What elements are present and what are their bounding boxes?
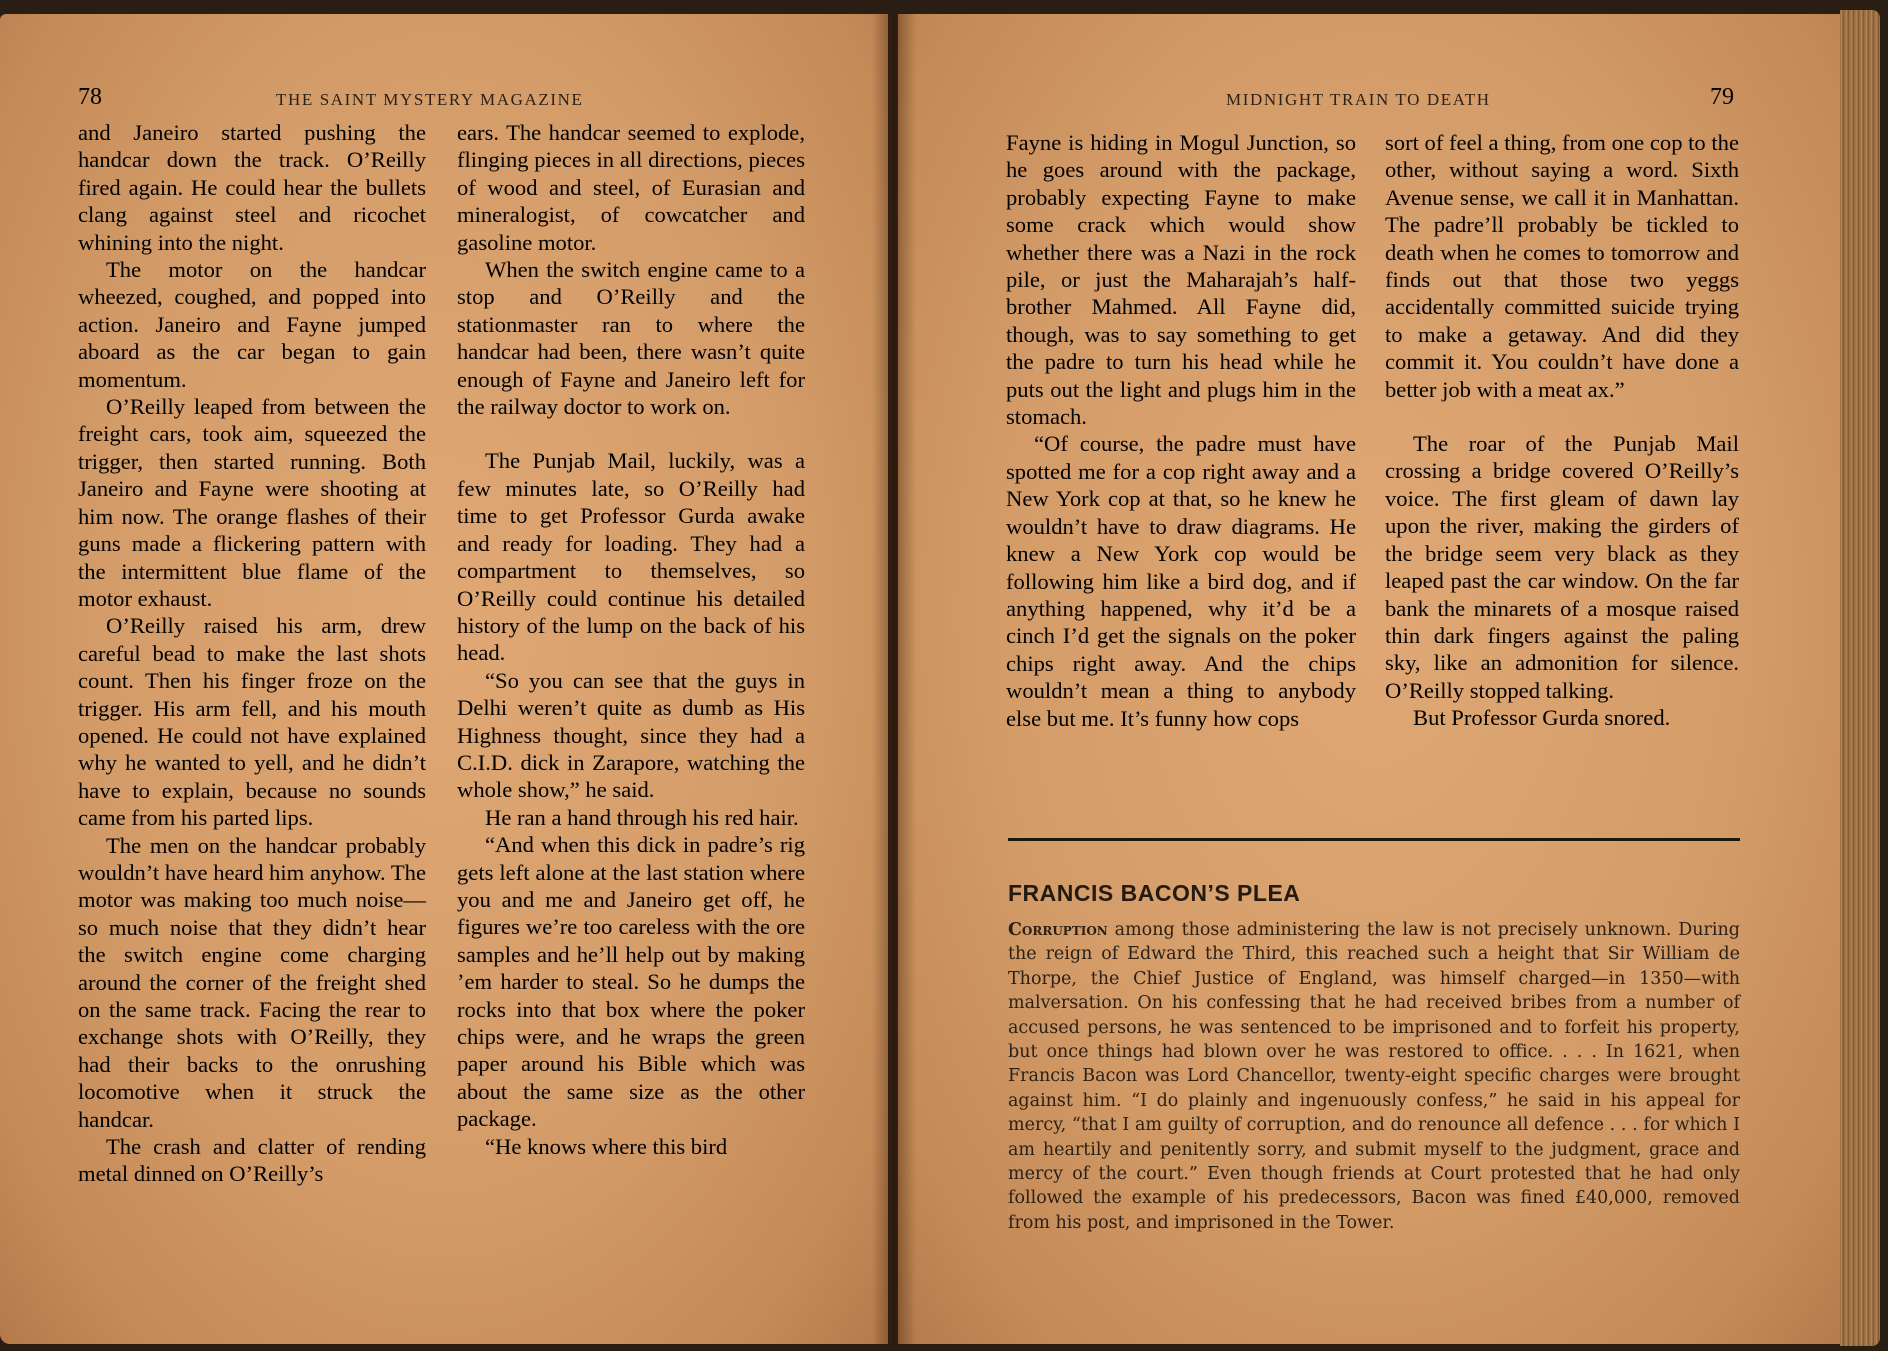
- sidebar-title: FRANCIS BACON’S PLEA: [1008, 880, 1301, 906]
- right-column-2: [1385, 129, 1739, 732]
- paragraph: The motor on the handcar wheezed, coughed, and popped into action. Janeiro and Fayne jumped aboard as the car began to gain momentum.: [78, 257, 426, 392]
- paragraph: “So you can see that the guys in Delhi weren’t quite as dumb as His Highness thought, since they had a C.I.D. dick in Zarapore, watching the whole show,” he said.: [457, 667, 805, 803]
- section-divider: [1008, 838, 1740, 841]
- paragraph: ears. The handcar seemed to explode, flinging pieces in all directions, pieces of wood and steel, of Eurasian and mineralogist, of cowcatcher and gasoline motor.: [457, 120, 805, 255]
- sidebar-body-text: among those administering the law is not precisely unknown. During the reign of Edward the Third, this reached such a height that Sir William de Thorpe, the Chief Justice of England, was himself charged—in 1350—with malversation. On his confessing that he had received bribes from a number of accused persons, he was sentenced to be imprisoned and to forfeit his property, but once things had blown over he was restored to office. . . . In 1621, when Francis Bacon was Lord Chancellor, twenty-eight specific charges were brought against him. “I do plainly and ingenuously confess,” he said in his appeal for mercy, “that I am guilty of corruption, and do renounce all defence . . . for which I am heartily and penitently sorry, and submit myself to the judgment, grace and mercy of the court.” Even though friends at Court protested that he had only followed the example of his predecessors, Bacon was fined £40,000, removed from his post, and imprisoned in the Tower.: [1008, 920, 1740, 1233]
- paragraph: When the switch engine came to a stop and O’Reilly and the stationmaster ran to where the handcar had been, there wasn’t quite enough of Fayne and Janeiro left for the railway doctor to work on.: [457, 257, 805, 420]
- paragraph: and Janeiro started pushing the handcar down the track. O’Reilly fired again. He could hear the bullets clang against steel and ricochet whining into the night.: [78, 120, 426, 255]
- paragraph: The Punjab Mail, luckily, was a few minutes late, so O’Reilly had time to get Professor Gurda awake and ready for loading. They had a compartment to themselves, so O’Reilly could continue his detailed history of the lump on the back of his head.: [457, 448, 805, 666]
- paragraph: “He knows where this bird: [485, 1133, 728, 1159]
- paragraph: O’Reilly raised his arm, drew careful bead to make the last shots count. Then his finger froze on the trigger. His arm fell, and his mouth opened. He could not have explained why he wanted to yell, and he didn’t have to explain, because no sounds came from his parted lips.: [78, 613, 426, 831]
- running-head-right: MIDNIGHT TRAIN TO DEATH: [1226, 90, 1491, 109]
- paragraph: Fayne is hiding in Mogul Junction, so he goes around with the package, probably expecting Fayne to make some crack which would show whether there was a Nazi in the rock pile, or just the Maharajah’s half-brother Mahmed. All Fayne did, though, was to say something to get the padre to turn his head while he puts out the light and plugs him in the stomach.: [1006, 130, 1356, 430]
- paragraph: But Professor Gurda snored.: [1413, 705, 1671, 731]
- right-column-1: [1006, 129, 1356, 732]
- left-column-2: [457, 119, 805, 1160]
- paragraph: He ran a hand through his red hair.: [485, 804, 799, 830]
- paragraph: The men on the handcar probably wouldn’t have heard him anyhow. The motor was making too much noise—so much noise that they didn’t hear the switch engine come charging around the corner of the freight shed on the same track. Facing the rear to exchange shots with O’Reilly, they had their backs to the onrushing locomotive when it struck the handcar.: [78, 832, 426, 1132]
- paragraph: The roar of the Punjab Mail crossing a bridge covered O’Reilly’s voice. The first gleam of dawn lay upon the river, making the girders of the bridge seem very black as they leaped past the car window. On the far bank the minarets of a mosque raised thin dark fingers against the paling sky, like an admonition for silence. O’Reilly stopped talking.: [1385, 431, 1739, 703]
- book-gutter: [872, 14, 916, 1344]
- paragraph: O’Reilly leaped from between the freight cars, took aim, squeezed the trigger, then started running. Both Janeiro and Fayne were shooting at him now. The orange flashes of their guns made a flickering pattern with the intermittent blue flame of the motor exhaust.: [78, 394, 426, 611]
- sidebar-body: [1008, 918, 1740, 1235]
- paragraph: “And when this dick in padre’s rig gets left alone at the last station where you and me and Janeiro get off, he figures we’re too careless with the ore samples and he’ll help out by making ’em harder to steal. So he dumps the rocks into that box where the poker chips were, and he wraps the green paper around his Bible which was about the same size as the other package.: [457, 832, 805, 1132]
- paragraph: The crash and clatter of rending metal dinned on O’Reilly’s: [78, 1134, 426, 1187]
- running-head-left: THE SAINT MYSTERY MAGAZINE: [276, 90, 584, 109]
- page-edges: [1840, 10, 1880, 1346]
- paragraph: “Of course, the padre must have spotted me for a cop right away and a New York cop at that, so he knew he wouldn’t have to draw diagrams. He knew a New York cop would be following him like a bird dog, and if anything happened, why it’d be a cinch I’d get the signals on the poker chips right away. And the chips wouldn’t mean a thing to anybody else but me. It’s funny how cops: [1006, 431, 1356, 731]
- left-column-1: [78, 119, 426, 1188]
- page-number-left: 78: [78, 84, 102, 110]
- sidebar-lead-word: Corruption: [1008, 920, 1108, 940]
- page-number-right: 79: [1710, 84, 1734, 110]
- paragraph: sort of feel a thing, from one cop to the other, without saying a word. Sixth Avenue sense, we call it in Manhattan. The padre’ll probably be tickled to death when he comes to tomorrow and finds out that those two yeggs accidentally committed suicide trying to make a getaway. And did they commit it. You couldn’t have done a better job with a meat ax.”: [1385, 130, 1739, 402]
